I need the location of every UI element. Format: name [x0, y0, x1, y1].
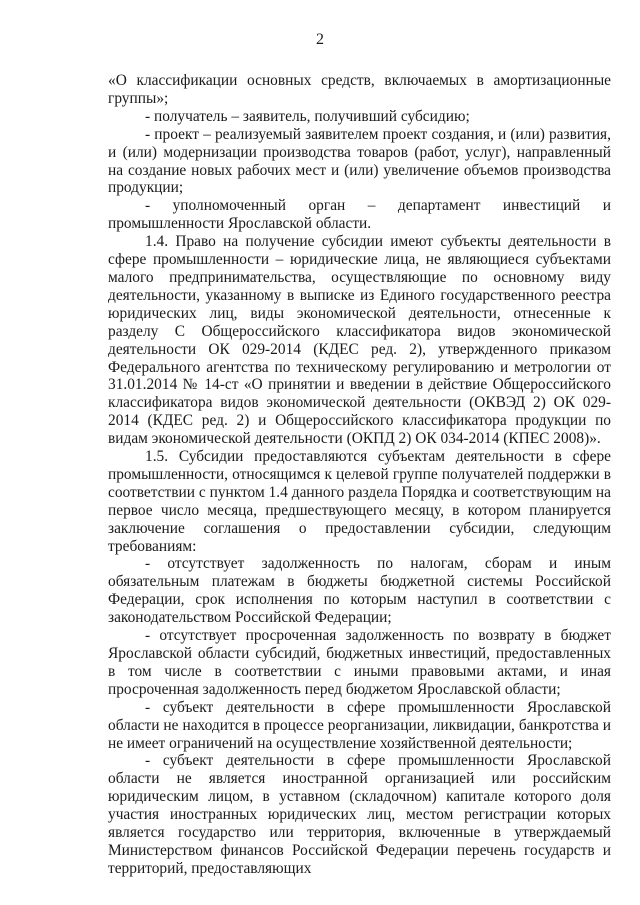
paragraph-requirement-no-tax-debt: - отсутствует задолженность по налогам, сборам и иным обязательным платежам в бюджеты бюджетной системы Российской Федерации, срок исполнения по которым наступил в соответствии с законодательством Российской Федерации;	[108, 555, 611, 627]
paragraph-definition-recipient: - получатель – заявитель, получивший субсидию;	[145, 107, 470, 125]
paragraph-requirement-no-overdue-debt: - отсутствует просроченная задолженность по возврату в бюджет Ярославской области субсидий, бюджетных инвестиций, предоставленных в том числе в соответствии с иными правовыми актами, и иная просроченная задолженность перед бюджетом Ярославской области;	[108, 627, 611, 698]
paragraph-clause-1-5: 1.5. Субсидии предоставляются субъектам деятельности в сфере промышленности, относящимся к целевой группе получателей поддержки в соответствии с пунктом 1.4 данного раздела Порядка и соответствующим на первое число месяца, предшествующего месяцу, в котором планируется заключение соглашения о предоставлении субсидии, следующим требованиям:	[108, 448, 611, 555]
paragraph-requirement-no-reorganization: - субъект деятельности в сфере промышленности Ярославской области не находится в процессе реорганизации, ликвидации, банкротства и не имеет ограничений на осуществление хозяйственной деятельности;	[108, 698, 611, 752]
paragraph-definition-classification-continuation: «О классификации основных средств, включаемых в амортизационные группы»;	[108, 72, 611, 107]
paragraph-requirement-not-foreign: - субъект деятельности в сфере промышленности Ярославской области не является иностранной организацией или российским юридическим лицом, в уставном (складочном) капитале которого доля участия иностранных юридических лиц, местом регистрации которых является государство или территория, включенные в утверждаемый Министерством финансов Российской Федерации перечень государств и территорий, предоставляющих	[108, 752, 611, 877]
page-number: 2	[316, 31, 324, 48]
paragraph-definition-project: - проект – реализуемый заявителем проект создания, и (или) развития, и (или) модернизации производства товаров (работ, услуг), направленный на создание новых рабочих мест и (или) увеличение объемов производства продукции;	[108, 125, 611, 197]
document-body	[108, 72, 611, 878]
paragraph-definition-authorized-body: - уполномоченный орган – департамент инвестиций и промышленности Ярославской области.	[108, 197, 611, 233]
paragraph-clause-1-4: 1.4. Право на получение субсидии имеют субъекты деятельности в сфере промышленности – юридические лица, не являющиеся субъектами малого предпринимательства, осуществляющие по основному виду деятельности, указанному в выписке из Единого государственного реестра юридических лиц, виды экономической деятельности, отнесенные к разделу С Общероссийского классификатора видов экономической деятельности ОК 029-2014 (КДЕС ред. 2), утвержденного приказом Федерального агентства по техническому регулированию и метрологии от 31.01.2014 № 14-ст «О принятии и введении в действие Общероссийского классификатора видов экономической деятельности (ОКВЭД 2) ОК 029-2014 (КДЕС ред. 2) и Общероссийского классификатора продукции по видам экономической деятельности (ОКПД 2) ОК 034-2014 (КПЕС 2008)».	[108, 233, 611, 448]
